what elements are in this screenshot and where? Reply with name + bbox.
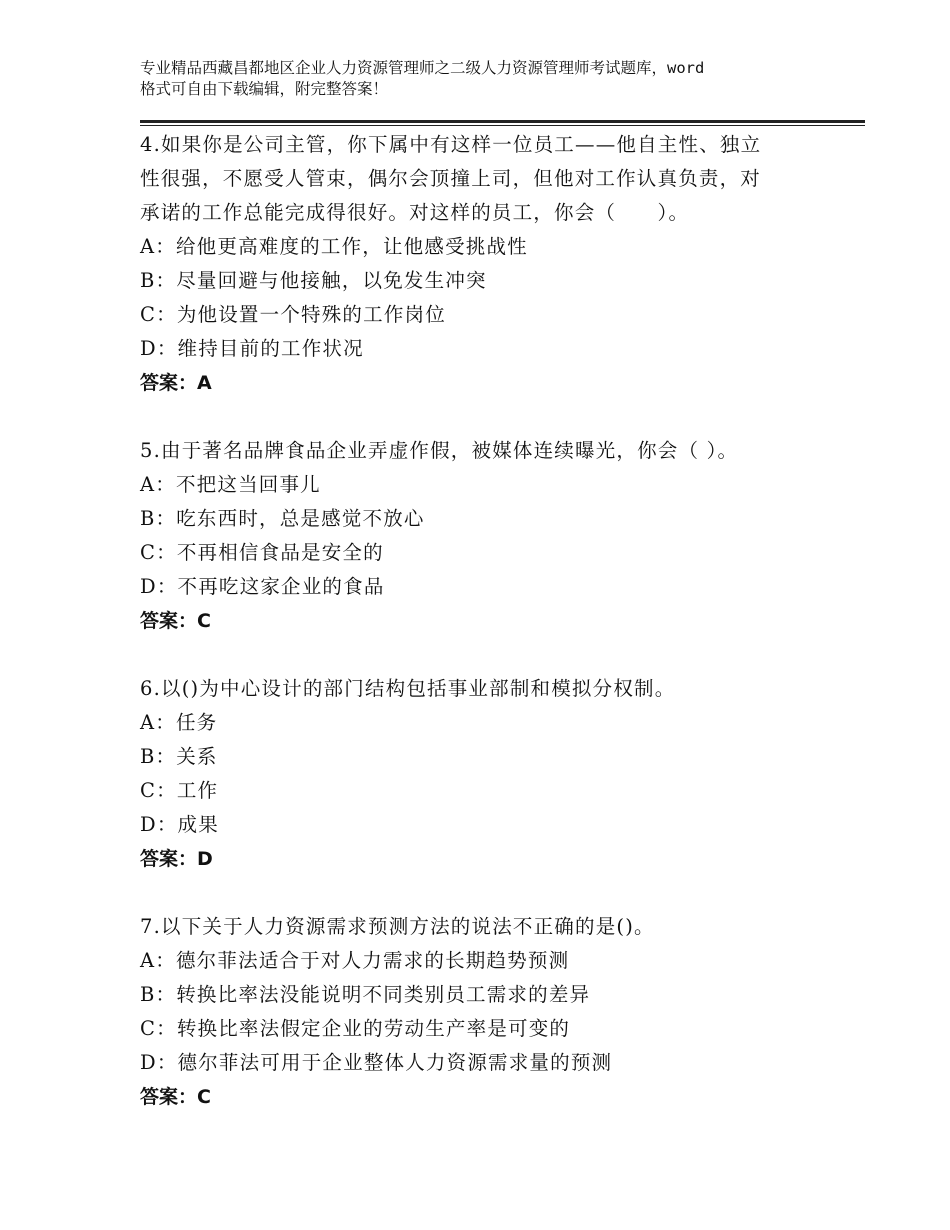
option-d: D：成果 (140, 813, 219, 836)
answer-label: 答案：A (140, 372, 212, 394)
header-line-2: 格式可自由下载编辑，附完整答案！ (140, 80, 389, 98)
stem-line: 承诺的工作总能完成得很好。对这样的员工，你会（ ）。 (140, 201, 690, 224)
answer-label: 答案：C (140, 1086, 211, 1108)
stem-line: 5.由于著名品牌食品企业弄虚作假，被媒体连续曝光，你会（ ）。 (140, 439, 739, 462)
header-rule-thin (140, 125, 865, 126)
question-4 (140, 128, 840, 400)
option-b: B：转换比率法没能说明不同类别员工需求的差异 (140, 983, 591, 1006)
question-spacer (140, 400, 840, 434)
option-a: A：不把这当回事儿 (140, 473, 321, 496)
stem-line: 7.以下关于人力资源需求预测方法的说法不正确的是()。 (140, 915, 655, 938)
option-b: B：关系 (140, 745, 218, 768)
question-list (140, 128, 840, 1114)
question-5 (140, 434, 840, 638)
stem-line: 4.如果你是公司主管，你下属中有这样一位员工——他自主性、独立 (140, 133, 762, 156)
header-line-1: 专业精品西藏昌都地区企业人力资源管理师之二级人力资源管理师考试题库，word (140, 59, 705, 77)
option-a: A：给他更高难度的工作，让他感受挑战性 (140, 235, 528, 258)
option-c: C：为他设置一个特殊的工作岗位 (140, 303, 446, 326)
option-a: A：任务 (140, 711, 218, 734)
option-b: B：吃东西时，总是感觉不放心 (140, 507, 425, 530)
question-spacer (140, 876, 840, 910)
option-d: D：不再吃这家企业的食品 (140, 575, 385, 598)
option-c: C：不再相信食品是安全的 (140, 541, 384, 564)
stem-line: 性很强，不愿受人管束，偶尔会顶撞上司，但他对工作认真负责，对 (140, 167, 762, 190)
option-d: D：德尔菲法可用于企业整体人力资源需求量的预测 (140, 1051, 613, 1074)
answer-label: 答案：D (140, 848, 213, 870)
question-7 (140, 910, 840, 1114)
question-stem (140, 434, 840, 468)
option-a: A：德尔菲法适合于对人力需求的长期趋势预测 (140, 949, 570, 972)
option-b: B：尽量回避与他接触，以免发生冲突 (140, 269, 487, 292)
option-d: D：维持目前的工作状况 (140, 337, 364, 360)
option-c: C：工作 (140, 779, 219, 802)
question-6 (140, 672, 840, 876)
question-stem (140, 672, 840, 706)
document-header (140, 58, 830, 100)
stem-line: 6.以()为中心设计的部门结构包括事业部制和模拟分权制。 (140, 677, 676, 700)
option-c: C：转换比率法假定企业的劳动生产率是可变的 (140, 1017, 571, 1040)
question-spacer (140, 638, 840, 672)
question-stem (140, 128, 840, 230)
answer-label: 答案：C (140, 610, 211, 632)
question-stem (140, 910, 840, 944)
header-rule-thick (140, 120, 865, 123)
